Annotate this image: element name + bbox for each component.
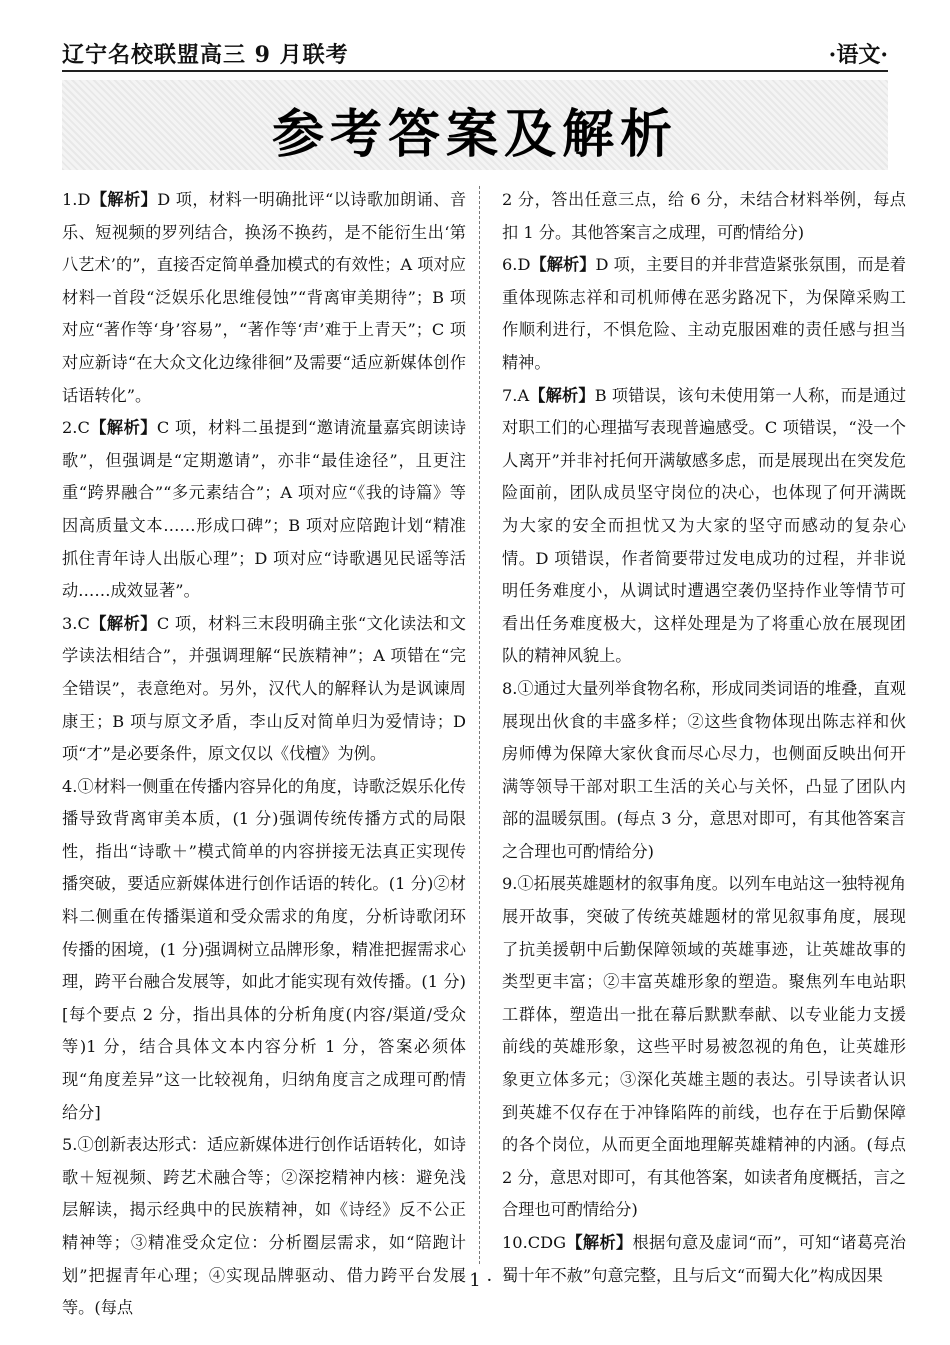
answer-number: 5. [62,1135,78,1155]
page-title: 参考答案及解析 [271,105,678,165]
title-banner [62,80,888,170]
right-column [502,184,906,1292]
analysis-tag: 【解析】 [90,190,158,209]
answer-number: 9. [502,874,518,894]
answer-text: 根据句意及虚词“而”，可知“诸葛亮治蜀十年不赦”句意完整，且与后文“而蜀大化”构成因果 [502,1233,906,1285]
answer-item [62,412,466,608]
answer-item [62,184,466,412]
answer-item [62,771,466,1130]
answer-text: C 项，材料三末段明确主张“文化读法和文学读法相结合”，并强调理解“民族精神”；A 项错在“完全错误”，表意绝对。另外，汉代人的解释认为是讽谏周康王；B 项与原文矛盾，李山反对简单归为爱情诗；D 项“才”是必要条件，原文仅以《伐檀》为例。 [62,613,466,764]
answer-number: 6.D [502,255,531,275]
answer-text: ①拓展英雄题材的叙事角度。以列车电站这一独特视角展开故事，突破了传统英雄题材的常见叙事角度，展现了抗美援朝中后勤保障领域的英雄事迹，让英雄故事的类型更丰富；②丰富英雄形象的塑造。聚焦列车电站职工群体，塑造出一批在幕后默默奉献、以专业能力支援前线的英雄形象，这些平时易被忽视的角色，让英雄形象更立体多元；③深化英雄主题的表达。引导读者认识到英雄不仅存在于冲锋陷阵的前线，也存在于后勤保障的各个岗位，从而更全面地理解英雄精神的内涵。(每点 2 分，意思对即可，有其他答案，如读者角度概括，言之合理也可酌情给分) [502,874,906,1220]
exam-title: 辽宁名校联盟高三 9 月联考 [62,42,349,68]
answer-item [62,1129,466,1325]
analysis-tag: 【解析】 [566,1233,633,1252]
answer-number: 4. [62,776,78,796]
subject-label: ·语文· [828,42,888,68]
answer-item [62,608,466,771]
answer-item [502,673,906,869]
answer-text: ①创新表达形式：适应新媒体进行创作话语转化，如诗歌＋短视频、跨艺术融合等；②深挖精神内核：避免浅层解读，揭示经典中的民族精神，如《诗经》反不公正精神等；③精准受众定位：分析圈层需求，如“陪跑计划”把握青年心理；④实现品牌驱动、借力跨平台发展等。(每点 [62,1135,466,1318]
page-header [62,38,888,70]
answer-number: 1.D [62,190,91,209]
analysis-tag: 【解析】 [530,255,596,275]
answer-item [502,184,906,249]
answer-text: B 项错误，该句未使用第一人称，而是通过对职工们的心理描写表现普遍感受。C 项错误，“没一个人离开”并非衬托何开满敏感多虑，而是展现出在突发危险面前，团队成员坚守岗位的决心，也体现了何开满既为大家的安全而担忧又为大家的坚守而感动的复杂心情。D 项错误，作者简要带过发电成功的过程，并非说明任务难度小，从调试时遭遇空袭仍坚持作业等情节可看出任务难度极大，这样处理是为了将重心放在展现团队的精神风貌上。 [502,385,907,666]
answer-number: 8. [502,678,518,698]
column-divider [479,186,480,1264]
answer-number: 10.CDG [502,1233,567,1252]
answer-item [502,249,906,379]
page-number: · 1 · [457,1270,493,1291]
header-rule [62,70,888,72]
analysis-tag: 【解析】 [529,385,595,405]
answer-number: 7.A [502,385,530,405]
answer-item [502,868,906,1227]
answer-text: ①通过大量列举食物名称，形成同类词语的堆叠，直观展现出伙食的丰盛多样；②这些食物体现出陈志祥和伙房师傅为保障大家伙食而尽心尽力，也侧面反映出何开满等领导干部对职工生活的关心与关怀，凸显了团队内部的温暖氛围。(每点 3 分，意思对即可，有其他答案言之合理也可酌情给分) [502,678,906,861]
analysis-tag: 【解析】 [89,613,157,633]
answer-item [502,380,906,673]
left-column [62,184,466,1325]
answer-text: 2 分，答出任意三点，给 6 分，未结合材料举例，每点扣 1 分。其他答案言之成理，可酌情给分) [502,190,906,242]
answer-text: D 项，材料一明确批评“以诗歌加朗诵、音乐、短视频的罗列结合，换汤不换药，是不能衍生出‘第八艺术’的”，直接否定简单叠加模式的有效性；A 项对应材料一首段“泛娱乐化思维侵蚀”“背离审美期待”；B 项对应“著作等‘身’容易”，“著作等‘声’难于上青天”；C 项对应新诗“在大众文化边缘徘徊”及需要“适应新媒体创作话语转化”。 [62,190,467,405]
analysis-tag: 【解析】 [89,418,157,438]
answer-text: ①材料一侧重在传播内容异化的角度，诗歌泛娱乐化传播导致背离审美本质，(1 分)强调传统传播方式的局限性，指出“诗歌＋”模式简单的内容拼接无法真正实现传播突破，要适应新媒体进行创作话语的转化。(1 分)②材料二侧重在传播渠道和受众需求的角度，分析诗歌闭环传播的困境，(1 分)强调树立品牌形象，精准把握需求心理，跨平台融合发展等，如此才能实现有效传播。(1 分)[每个要点 2 分，指出具体的分析角度(内容/渠道/受众等)1 分，结合具体文本内容分析 1 分，答案必须体现“角度差异”这一比较视角，归纳角度言之成理可酌情给分] [62,776,466,1122]
answer-text: D 项，主要目的并非营造紧张氛围，而是着重体现陈志祥和司机师傅在恶劣路况下，为保障采购工作顺利进行，不惧危险、主动克服困难的责任感与担当精神。 [502,255,907,372]
answer-number: 3.C [62,613,90,633]
answer-number: 2.C [62,418,90,438]
answer-text: C 项，材料二虽提到“邀请流量嘉宾朗读诗歌”，但强调是“定期邀请”，亦非“最佳途径”，且更注重“跨界融合”“多元素结合”；A 项对应“《我的诗篇》等因高质量文本……形成口碑”；B 项对应陪跑计划“精准抓住青年诗人出版心理”；D 项对应“诗歌遇见民谣等活动……成效显著”。 [62,418,466,601]
